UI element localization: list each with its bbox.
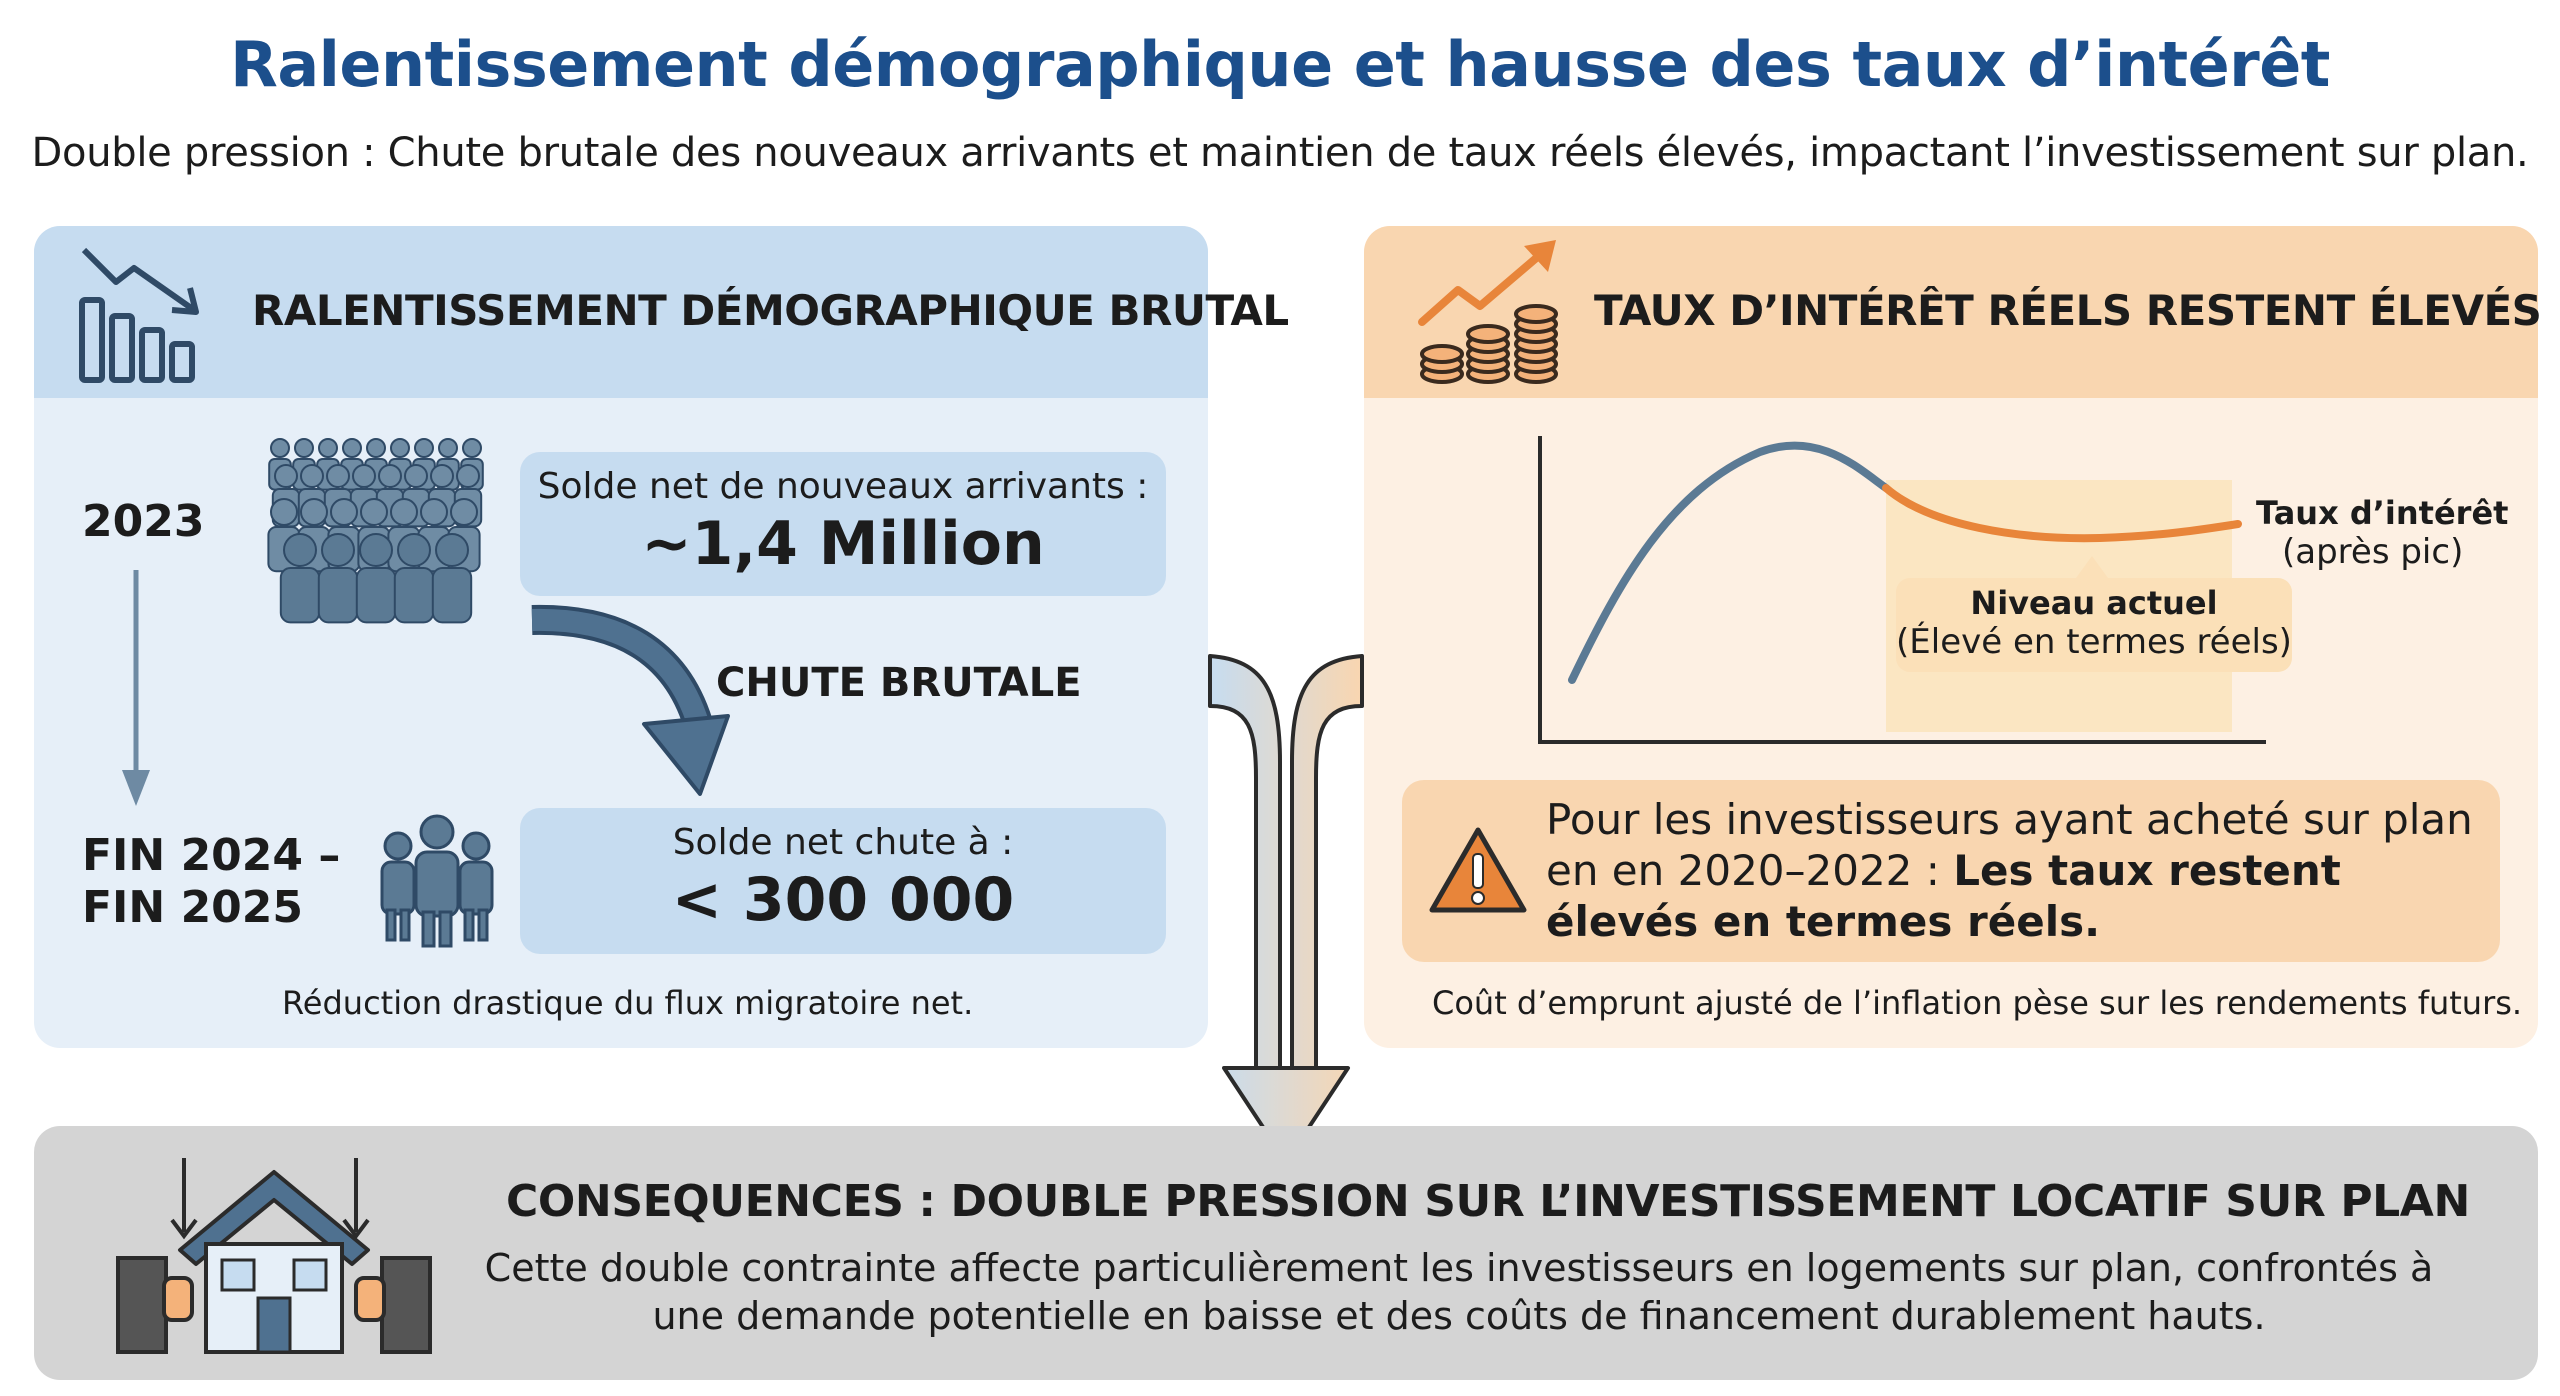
large-crowd-icon: [250, 428, 500, 624]
warning-text: [1546, 794, 2486, 947]
current-level-title: Niveau actuel: [1970, 584, 2218, 622]
consequences-text: Cette double contrainte affecte particulièrement les investisseurs en logements sur plan, confrontés à une demande potentielle en baisse et des coûts de financement durablement hauts.: [484, 1246, 2434, 1338]
consequences-title: CONSEQUENCES : DOUBLE PRESSION SUR L’INVESTISSEMENT LOCATIF SUR PLAN: [506, 1176, 2470, 1227]
investor-warning-box: [1402, 780, 2500, 962]
year-end-line2: FIN 2025: [82, 882, 304, 933]
arrivals-2025-value: < 300 000: [671, 865, 1015, 935]
person-figure: [433, 534, 471, 622]
curve-sublabel: (après pic): [2282, 532, 2464, 572]
year-start-label: 2023: [82, 496, 205, 547]
page-subtitle: Double pression : Chute brutale des nouveaux arrivants et maintien de taux réels élevés, impactant l’investissement sur plan.: [31, 130, 2529, 176]
arrivals-2023-label: Solde net de nouveaux arrivants :: [537, 466, 1149, 507]
declining-bar-chart-icon: [76, 240, 226, 390]
consequences-panel: [34, 1126, 2538, 1380]
person-figure: [281, 534, 319, 622]
demographic-panel-title: RALENTISSEMENT DÉMOGRAPHIQUE BRUTAL: [252, 286, 1289, 335]
current-level-subtitle: (Élevé en termes réels): [1896, 622, 2292, 662]
arrivals-2023-value: ~1,4 Million: [641, 509, 1045, 579]
interest-rate-panel-title: TAUX D’INTÉRÊT RÉELS RESTENT ÉLEVÉS: [1594, 286, 2542, 335]
rising-arrow-coins-icon: [1418, 240, 1568, 388]
person-figure: [319, 534, 357, 622]
interest-rate-footnote: Coût d’emprunt ajusté de l’inflation pèse sur les rendements futurs.: [1432, 984, 2523, 1022]
arrivals-2025-box: [520, 808, 1166, 954]
curve-label: Taux d’intérêt: [2256, 494, 2509, 532]
page-title: Ralentissement démographique et hausse des taux d’intérêt: [230, 28, 2330, 101]
person-figure: [395, 534, 433, 622]
arrivals-2023-box: [520, 452, 1166, 596]
merge-arrow: [1204, 652, 1368, 1168]
warning-text-plain: Pour les investisseurs ayant acheté sur plan en en 2020–2022 :: [1546, 795, 2473, 895]
curve-rise-segment: [1572, 446, 1886, 680]
timeline-arrow: [116, 570, 156, 810]
year-end-line1: FIN 2024 –: [82, 830, 341, 881]
squeezed-house-icon: [114, 1150, 434, 1362]
person-figure: [357, 534, 395, 622]
demographic-footnote: Réduction drastique du flux migratoire net.: [282, 984, 974, 1022]
drop-arrow: [528, 610, 738, 800]
warning-triangle-icon: [1428, 824, 1528, 916]
drop-label: CHUTE BRUTALE: [716, 660, 1082, 706]
warning-text-bold: Les taux restent élevés en termes réels.: [1546, 846, 2341, 946]
arrivals-2025-label: Solde net chute à :: [672, 822, 1014, 863]
small-group-icon: [372, 812, 502, 948]
current-level-callout: [1896, 578, 2292, 672]
